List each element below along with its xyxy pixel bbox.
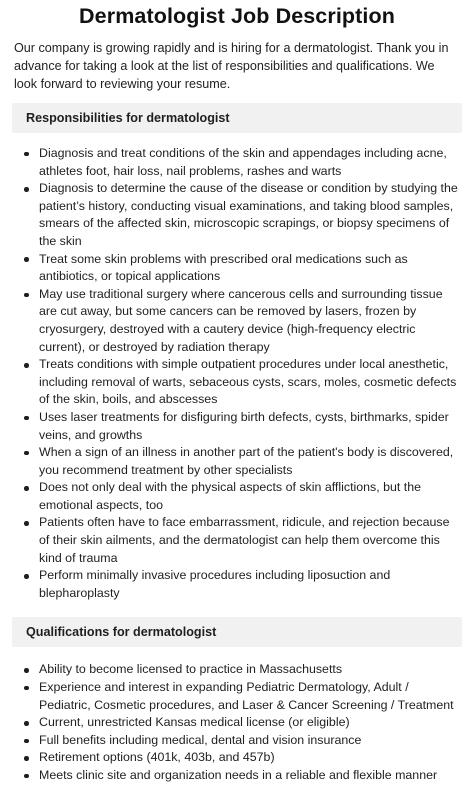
list-item-text: Current, unrestricted Kansas medical license (or eligible) bbox=[39, 715, 350, 730]
list-item bbox=[12, 714, 462, 732]
list-item-text: Diagnosis to determine the cause of the disease or condition by studying the patient’s history, conducting visual examinations, and taking blood samples, smears of the affected skin, microscopic scrapings, or biopsy specimens of the skin bbox=[39, 181, 458, 248]
list-item-text: Retirement options (401k, 403b, and 457b) bbox=[39, 750, 275, 765]
list-item bbox=[12, 732, 462, 750]
list-item-text: Perform minimally invasive procedures including liposuction and blepharoplasty bbox=[39, 568, 391, 600]
responsibilities-list bbox=[12, 145, 462, 602]
bullet-icon bbox=[24, 363, 29, 368]
list-item-text: Treats conditions with simple outpatient procedures under local anesthetic, including removal of warts, sebaceous cysts, scars, moles, cosmetic defects of the skin, boils, and abscesses bbox=[39, 357, 457, 407]
list-item-text: When a sign of an illness in another part of the patient's body is discovered, you recommend treatment by other specialists bbox=[39, 445, 454, 477]
list-item-text: Meets clinic site and organization needs in a reliable and flexible manner bbox=[39, 768, 438, 782]
list-item bbox=[12, 514, 462, 567]
bullet-icon bbox=[24, 756, 29, 761]
qualifications-heading: Qualifications for dermatologist bbox=[12, 617, 462, 647]
list-item-text: Experience and interest in expanding Pediatric Dermatology, Adult / Pediatric, Cosmetic procedures, and Laser & Cancer Screening / Treatment bbox=[39, 680, 454, 712]
list-item-text: Ability to become licensed to practice in Massachusetts bbox=[39, 662, 343, 677]
list-item bbox=[12, 767, 462, 785]
bullet-icon bbox=[24, 257, 29, 262]
list-item bbox=[12, 251, 462, 286]
list-item bbox=[12, 286, 462, 356]
list-item bbox=[12, 479, 462, 514]
bullet-icon bbox=[24, 686, 29, 691]
list-item bbox=[12, 356, 462, 409]
bullet-icon bbox=[24, 486, 29, 491]
bullet-icon bbox=[24, 774, 29, 779]
list-item bbox=[12, 444, 462, 479]
list-item-text: Does not only deal with the physical aspects of skin afflictions, but the emotional aspects, too bbox=[39, 480, 422, 512]
page-title: Dermatologist Job Description bbox=[79, 4, 395, 28]
bullet-icon bbox=[24, 416, 29, 421]
bullet-icon bbox=[24, 574, 29, 579]
bullet-icon bbox=[24, 451, 29, 456]
list-item bbox=[12, 679, 462, 714]
bullet-icon bbox=[24, 668, 29, 673]
list-item bbox=[12, 567, 462, 602]
bullet-icon bbox=[24, 739, 29, 744]
list-item bbox=[12, 145, 462, 180]
list-item bbox=[12, 409, 462, 444]
bullet-icon bbox=[24, 293, 29, 298]
bullet-icon bbox=[24, 152, 29, 157]
list-item-text: Diagnosis and treat conditions of the skin and appendages including acne, athletes foot, hair loss, nail problems, rashes and warts bbox=[39, 146, 447, 178]
list-item-text: Full benefits including medical, dental and vision insurance bbox=[39, 732, 362, 747]
list-item-text: May use traditional surgery where cancerous cells and surrounding tissue are cut away, but some cancers can be removed by lasers, frozen by cryosurgery, destroyed with a cautery device (high-frequency electric current), or destroyed by radiation therapy bbox=[39, 286, 443, 354]
responsibilities-heading: Responsibilities for dermatologist bbox=[12, 103, 462, 133]
list-item bbox=[12, 180, 462, 250]
bullet-icon bbox=[24, 721, 29, 726]
list-item-text: Patients often have to face embarrassment, ridicule, and rejection because of their skin ailments, and the dermatologist can help them overcome this kind of trauma bbox=[39, 515, 450, 565]
intro-paragraph: Our company is growing rapidly and is hiring for a dermatologist. Thank you in advance for taking a look at the list of responsibilities and qualifications. We look forward to reviewing your resume. bbox=[14, 41, 449, 91]
list-item-text: Treat some skin problems with prescribed oral medications such as antibiotics, or topical applications bbox=[39, 251, 408, 284]
list-item-text: Uses laser treatments for disfiguring birth defects, cysts, birthmarks, spider veins, and growths bbox=[39, 409, 449, 442]
bullet-icon bbox=[24, 521, 29, 526]
qualifications-list bbox=[12, 661, 462, 784]
list-item bbox=[12, 661, 462, 679]
list-item bbox=[12, 749, 462, 767]
bullet-icon bbox=[24, 187, 29, 192]
